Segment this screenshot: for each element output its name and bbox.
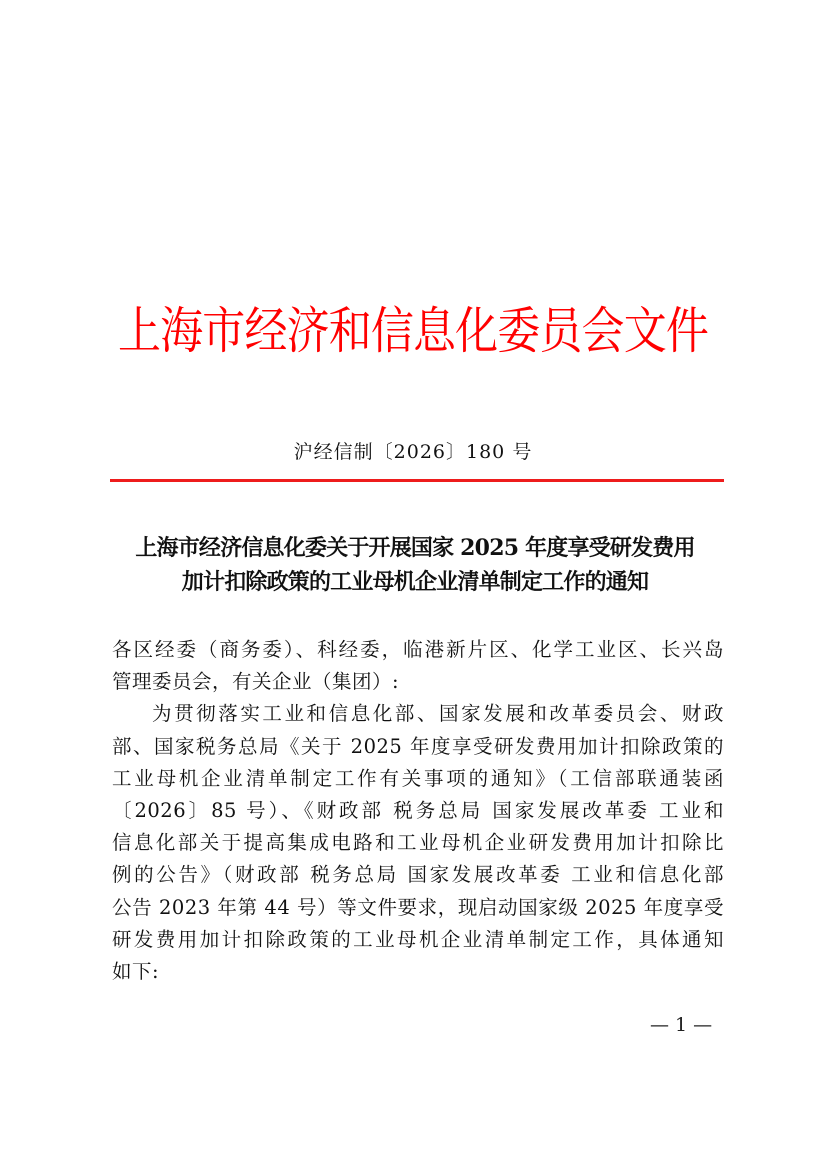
body-line-8: 研发费用加计扣除政策的工业母机企业清单制定工作，具体通知	[112, 927, 724, 951]
document-body	[112, 634, 724, 988]
body-line-2: 部、国家税务总局《关于 2025 年度享受研发费用加计扣除政策的	[112, 734, 724, 758]
body-line-5: 信息化部关于提高集成电路和工业母机企业研发费用加计扣除比	[112, 831, 724, 855]
body-line-4: 〔2026〕85 号）、《财政部 税务总局 国家发展改革委 工业和	[112, 799, 724, 823]
document-title-line-1: 上海市经济信息化委关于开展国家 2025 年度享受研发费用	[135, 535, 695, 561]
body-line-9: 如下:	[112, 960, 160, 984]
body-line-7: 公告 2023 年第 44 号）等文件要求，现启动国家级 2025 年度享受	[112, 895, 724, 919]
red-divider-rule	[110, 479, 724, 482]
document-title-line-2: 加计扣除政策的工业母机企业清单制定工作的通知	[181, 569, 649, 595]
page-number: — 1 —	[650, 1014, 713, 1036]
body-line-3: 工业母机企业清单制定工作有关事项的通知》（工信部联通装函	[112, 766, 724, 790]
addressee-line-2: 管理委员会，有关企业（集团）:	[112, 670, 400, 694]
masthead-title: 上海市经济和信息化委员会文件	[118, 302, 708, 360]
addressee-line-1: 各区经委（商务委）、科经委，临港新片区、化学工业区、长兴岛	[112, 638, 724, 661]
document-title	[100, 531, 730, 599]
document-number: 沪经信制〔2026〕180 号	[293, 441, 533, 463]
body-line-6: 例的公告》（财政部 税务总局 国家发展改革委 工业和信息化部	[112, 863, 724, 887]
body-line-1: 为贯彻落实工业和信息化部、国家发展和改革委员会、财政	[152, 702, 724, 726]
